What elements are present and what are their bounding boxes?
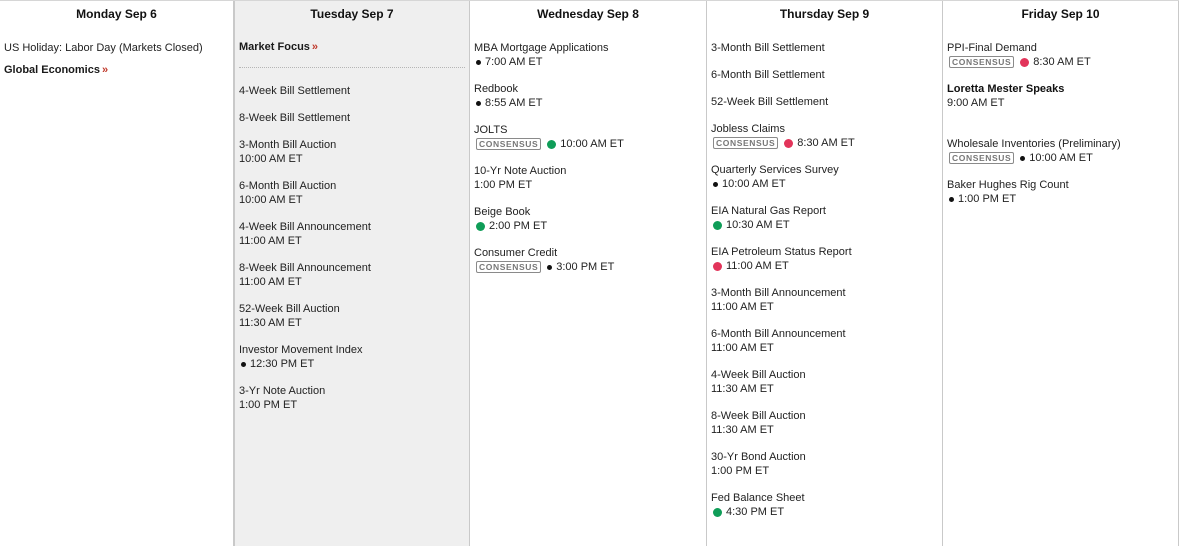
day-header: Monday Sep 6 <box>76 7 157 21</box>
event-item[interactable] <box>474 82 702 110</box>
medium-importance-dot-icon <box>547 140 556 149</box>
event-title: 3-Month Bill Settlement <box>711 42 825 54</box>
event-item[interactable] <box>4 41 229 55</box>
event-item[interactable] <box>947 41 1174 69</box>
event-title: 4-Week Bill Settlement <box>239 85 351 97</box>
medium-importance-dot-icon <box>476 222 485 231</box>
event-time-row <box>947 151 1174 165</box>
event-time-row <box>474 55 702 69</box>
event-time: 9:00 AM ET <box>947 97 1005 109</box>
consensus-badge[interactable]: CONSENSUS <box>476 138 541 150</box>
event-time-row <box>474 260 702 274</box>
event-item[interactable] <box>711 245 938 273</box>
event-title: Beige Book <box>474 206 531 218</box>
event-time: 8:55 AM ET <box>485 97 543 109</box>
consensus-badge[interactable]: CONSENSUS <box>949 56 1014 68</box>
event-title: 6-Month Bill Settlement <box>711 69 825 81</box>
event-title: 52-Week Bill Settlement <box>711 96 829 108</box>
event-item[interactable] <box>947 82 1174 110</box>
event-time: 10:00 AM ET <box>1029 152 1093 164</box>
event-title: Quarterly Services Survey <box>711 164 839 176</box>
event-item[interactable] <box>239 261 465 289</box>
event-item[interactable] <box>239 302 465 330</box>
event-item[interactable] <box>711 491 938 519</box>
event-title: 10-Yr Note Auction <box>474 165 567 177</box>
event-item[interactable] <box>711 41 938 55</box>
event-item[interactable] <box>474 41 702 69</box>
event-time-row <box>474 137 702 151</box>
event-time: 10:00 AM ET <box>560 138 624 150</box>
low-importance-dot-icon <box>713 182 718 187</box>
event-time-row <box>711 259 938 273</box>
event-title: Jobless Claims <box>711 123 785 135</box>
event-title: PPI-Final Demand <box>947 42 1037 54</box>
day-column-friday <box>943 1 1179 546</box>
event-time: 1:00 PM ET <box>958 193 1017 205</box>
event-item[interactable] <box>947 137 1174 165</box>
event-time: 10:00 AM ET <box>722 178 786 190</box>
event-title: Wholesale Inventories (Preliminary) <box>947 138 1121 150</box>
event-item[interactable] <box>711 95 938 109</box>
event-time: 11:30 AM ET <box>239 317 302 329</box>
event-item[interactable] <box>239 343 465 371</box>
event-time-row <box>474 219 702 233</box>
event-time: 3:00 PM ET <box>556 261 615 273</box>
day-header: Friday Sep 10 <box>1021 7 1100 21</box>
event-title: 3-Month Bill Announcement <box>711 287 846 299</box>
low-importance-dot-icon <box>476 60 481 65</box>
event-item[interactable] <box>239 111 465 125</box>
event-title: US Holiday: Labor Day (Markets Closed) <box>4 42 203 54</box>
link-label: Global Economics <box>4 64 100 76</box>
event-title: 4-Week Bill Announcement <box>239 221 371 233</box>
event-item[interactable] <box>711 68 938 82</box>
event-time-row <box>239 357 465 371</box>
event-time: 8:30 AM ET <box>797 137 855 149</box>
day-column-wednesday <box>470 1 707 546</box>
medium-importance-dot-icon <box>713 508 722 517</box>
double-chevron-right-icon: » <box>311 41 319 53</box>
event-title: JOLTS <box>474 124 508 136</box>
event-title: Consumer Credit <box>474 247 558 259</box>
double-chevron-right-icon: » <box>101 64 109 76</box>
day-column-monday <box>0 1 234 546</box>
event-time: 4:30 PM ET <box>726 506 785 518</box>
event-title: 3-Yr Note Auction <box>239 385 326 397</box>
low-importance-dot-icon <box>241 362 246 367</box>
event-item[interactable] <box>711 204 938 232</box>
event-item[interactable] <box>474 123 702 151</box>
event-title: 3-Month Bill Auction <box>239 139 337 151</box>
event-item[interactable] <box>239 384 465 412</box>
low-importance-dot-icon <box>1020 156 1025 161</box>
event-title: 8-Week Bill Announcement <box>239 262 371 274</box>
event-time: 2:00 PM ET <box>489 220 548 232</box>
event-title: MBA Mortgage Applications <box>474 42 609 54</box>
high-importance-dot-icon <box>1020 58 1029 67</box>
low-importance-dot-icon <box>547 265 552 270</box>
day-header: Thursday Sep 9 <box>779 7 870 21</box>
event-item[interactable] <box>711 122 938 150</box>
high-importance-dot-icon <box>713 262 722 271</box>
event-item[interactable] <box>239 220 465 248</box>
day-header: Tuesday Sep 7 <box>310 7 394 21</box>
event-title: 52-Week Bill Auction <box>239 303 340 315</box>
event-time-row <box>711 218 938 232</box>
event-item[interactable] <box>947 178 1174 206</box>
event-time: 11:30 AM ET <box>711 424 774 436</box>
event-title: 8-Week Bill Settlement <box>239 112 351 124</box>
day-column-tuesday <box>234 1 470 546</box>
event-title: Loretta Mester Speaks <box>947 83 1065 95</box>
event-time: 12:30 PM ET <box>250 358 315 370</box>
event-title: 6-Month Bill Announcement <box>711 328 846 340</box>
event-time: 11:00 AM ET <box>239 276 302 288</box>
event-time: 8:30 AM ET <box>1033 56 1091 68</box>
event-title: EIA Natural Gas Report <box>711 205 826 217</box>
event-time-row <box>711 136 938 150</box>
event-time: 10:00 AM ET <box>239 153 303 165</box>
event-item[interactable] <box>474 205 702 233</box>
event-time-row <box>711 177 938 191</box>
event-time: 10:30 AM ET <box>726 219 790 231</box>
event-item[interactable] <box>711 327 938 355</box>
event-title: EIA Petroleum Status Report <box>711 246 852 258</box>
market-focus-link[interactable] <box>239 41 465 53</box>
event-item[interactable] <box>711 450 938 478</box>
event-time: 11:00 AM ET <box>726 260 789 272</box>
consensus-badge[interactable]: CONSENSUS <box>713 137 778 149</box>
event-item[interactable] <box>711 163 938 191</box>
global-economics-link[interactable] <box>4 64 229 76</box>
event-title: 8-Week Bill Auction <box>711 410 806 422</box>
event-time: 11:00 AM ET <box>711 342 774 354</box>
event-time-row <box>474 96 702 110</box>
link-label: Market Focus <box>239 41 310 53</box>
event-time: 11:00 AM ET <box>239 235 302 247</box>
event-item[interactable] <box>711 409 938 437</box>
event-time-row <box>947 55 1174 69</box>
event-time: 7:00 AM ET <box>485 56 543 68</box>
day-column-thursday <box>707 1 943 546</box>
event-title: 30-Yr Bond Auction <box>711 451 806 463</box>
low-importance-dot-icon <box>949 197 954 202</box>
dotted-divider <box>239 67 465 68</box>
event-title: Investor Movement Index <box>239 344 363 356</box>
event-time: 11:30 AM ET <box>711 383 774 395</box>
event-time: 1:00 PM ET <box>474 179 533 191</box>
event-item[interactable] <box>239 179 465 207</box>
event-time: 1:00 PM ET <box>711 465 770 477</box>
event-title: Fed Balance Sheet <box>711 492 805 504</box>
consensus-badge[interactable]: CONSENSUS <box>476 261 541 273</box>
event-time: 11:00 AM ET <box>711 301 774 313</box>
event-title: Redbook <box>474 83 519 95</box>
low-importance-dot-icon <box>476 101 481 106</box>
high-importance-dot-icon <box>784 139 793 148</box>
event-item[interactable] <box>711 368 938 396</box>
day-header: Wednesday Sep 8 <box>537 7 639 21</box>
event-item[interactable] <box>711 286 938 314</box>
event-item[interactable] <box>239 84 465 98</box>
consensus-badge[interactable]: CONSENSUS <box>949 152 1014 164</box>
medium-importance-dot-icon <box>713 221 722 230</box>
event-title: Baker Hughes Rig Count <box>947 179 1069 191</box>
event-time: 10:00 AM ET <box>239 194 303 206</box>
event-item[interactable] <box>474 164 702 192</box>
event-time-row <box>711 505 938 519</box>
event-item[interactable] <box>474 246 702 274</box>
event-time: 1:00 PM ET <box>239 399 298 411</box>
event-item[interactable] <box>239 138 465 166</box>
event-time-row <box>947 192 1174 206</box>
event-title: 6-Month Bill Auction <box>239 180 337 192</box>
event-title: 4-Week Bill Auction <box>711 369 806 381</box>
